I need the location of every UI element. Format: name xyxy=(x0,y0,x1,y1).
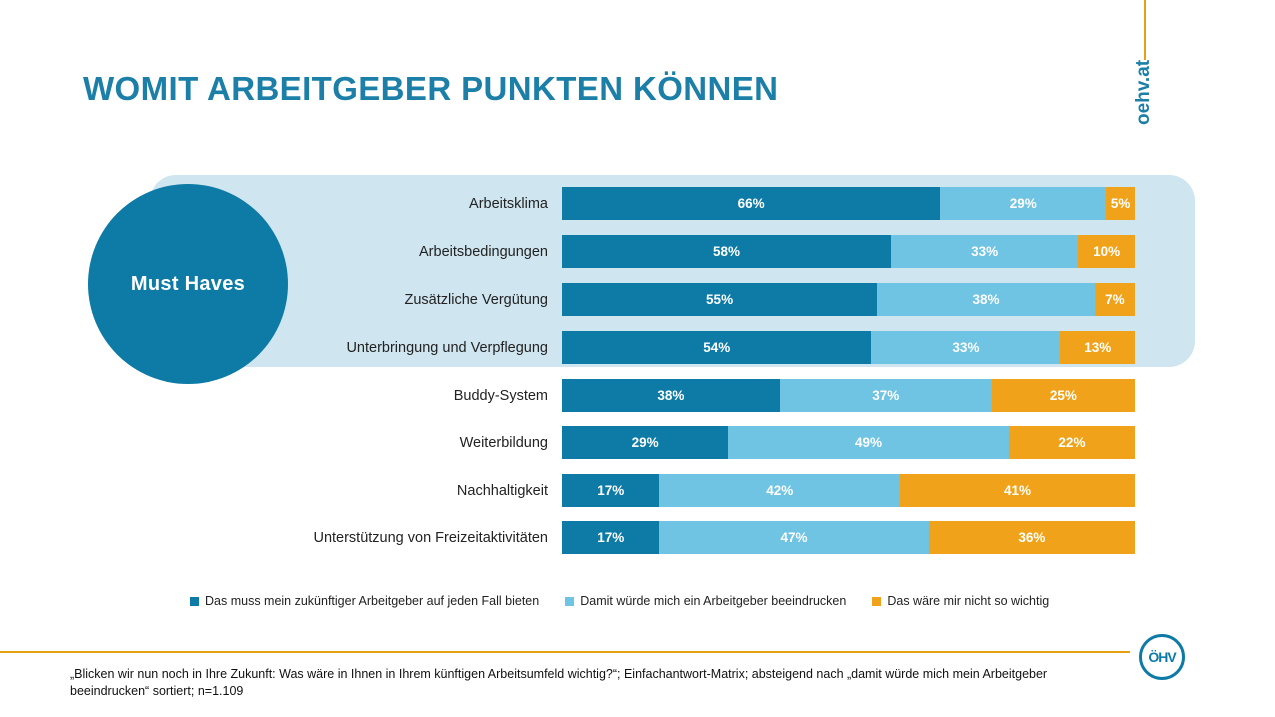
bar-segment xyxy=(992,379,1135,412)
bar-segment xyxy=(562,283,877,316)
category-label: Unterstützung von Freizeitaktivitäten xyxy=(313,529,548,546)
bar-segment xyxy=(891,235,1078,268)
bar-segment xyxy=(562,379,780,412)
chart-row xyxy=(290,474,1135,507)
bar-track xyxy=(562,474,1135,507)
logo-text: ÖHV xyxy=(1148,649,1176,665)
bar-segment xyxy=(562,187,940,220)
bar-value-label: 33% xyxy=(952,340,980,355)
category-label: Arbeitsklima xyxy=(469,195,548,212)
bar-value-label: 22% xyxy=(1058,435,1086,450)
bar-track xyxy=(562,426,1135,459)
bar-value-label: 42% xyxy=(766,483,794,498)
legend-swatch-icon xyxy=(190,597,199,606)
bar-segment xyxy=(877,283,1095,316)
bar-value-label: 25% xyxy=(1049,388,1077,403)
chart-row xyxy=(290,283,1135,316)
bar-value-label: 29% xyxy=(1009,196,1037,211)
oehv-logo xyxy=(1139,634,1185,680)
bar-value-label: 58% xyxy=(713,244,741,259)
chart-row xyxy=(290,379,1135,412)
chart-legend xyxy=(190,594,1049,608)
bar-segment xyxy=(900,474,1135,507)
bar-segment xyxy=(871,331,1060,364)
category-label: Arbeitsbedingungen xyxy=(419,243,548,260)
chart-row xyxy=(290,521,1135,554)
bar-segment xyxy=(780,379,992,412)
bar-value-label: 37% xyxy=(872,388,900,403)
bar-value-label: 29% xyxy=(631,435,659,450)
bar-track xyxy=(562,331,1135,364)
bar-segment xyxy=(562,474,659,507)
bar-track xyxy=(562,521,1135,554)
bar-value-label: 33% xyxy=(971,244,999,259)
legend-label-series1: Damit würde mich ein Arbeitgeber beeindrucken xyxy=(580,594,847,608)
bar-value-label: 5% xyxy=(1110,196,1131,211)
bar-segment xyxy=(728,426,1009,459)
bar-track xyxy=(562,187,1135,220)
chart-row xyxy=(290,187,1135,220)
bar-segment xyxy=(1009,426,1135,459)
bar-value-label: 38% xyxy=(972,292,1000,307)
bar-segment xyxy=(659,474,900,507)
bar-segment xyxy=(1060,331,1134,364)
bar-track xyxy=(562,379,1135,412)
bar-value-label: 13% xyxy=(1084,340,1112,355)
legend-swatch-icon xyxy=(565,597,574,606)
bar-value-label: 41% xyxy=(1004,483,1032,498)
legend-label-series2: Das wäre mir nicht so wichtig xyxy=(887,594,1050,608)
chart-row xyxy=(290,331,1135,364)
category-label: Nachhaltigkeit xyxy=(456,482,548,499)
bar-segment xyxy=(929,521,1135,554)
legend-item-series1 xyxy=(565,594,846,608)
bar-segment xyxy=(1106,187,1135,220)
page-title: WOMIT ARBEITGEBER PUNKTEN KÖNNEN xyxy=(83,70,779,107)
bar-segment xyxy=(562,235,891,268)
bar-segment xyxy=(659,521,928,554)
chart-row xyxy=(290,235,1135,268)
legend-label-series0: Das muss mein zukünftiger Arbeitgeber auf jeden Fall bieten xyxy=(205,594,540,608)
bar-track xyxy=(562,283,1135,316)
bar-segment xyxy=(1078,235,1135,268)
bar-value-label: 10% xyxy=(1093,244,1121,259)
bar-value-label: 36% xyxy=(1018,530,1046,545)
bar-segment xyxy=(562,521,659,554)
bar-segment xyxy=(1095,283,1135,316)
category-label: Buddy-System xyxy=(453,387,548,404)
must-haves-label: Must Haves xyxy=(130,272,246,295)
bar-segment xyxy=(562,426,728,459)
category-label: Unterbringung und Verpflegung xyxy=(346,339,548,356)
brand-vertical-text: oehv.at xyxy=(1133,59,1154,125)
bar-value-label: 47% xyxy=(780,530,808,545)
bar-value-label: 7% xyxy=(1105,292,1125,307)
bar-value-label: 55% xyxy=(706,292,734,307)
bar-segment xyxy=(562,331,871,364)
bar-value-label: 66% xyxy=(737,196,765,211)
footer-divider xyxy=(0,651,1130,653)
bar-track xyxy=(562,235,1135,268)
footnote: „Blicken wir nun noch in Ihre Zukunft: Was wäre in Ihnen in Ihrem künftigen Arbeitsumfeld wichtig?“; Einfachantwort-Matrix; absteigend nach „damit würde mich mein Arbeitgeber beeindrucken“ sortiert; n=1.109 xyxy=(70,667,1048,698)
legend-item-series2 xyxy=(872,594,1049,608)
bar-value-label: 38% xyxy=(657,388,685,403)
bar-value-label: 17% xyxy=(597,483,625,498)
legend-item-series0 xyxy=(190,594,539,608)
legend-swatch-icon xyxy=(872,597,881,606)
category-label: Weiterbildung xyxy=(459,434,548,451)
bar-segment xyxy=(940,187,1106,220)
chart-row xyxy=(290,426,1135,459)
category-label: Zusätzliche Vergütung xyxy=(404,291,548,308)
bar-value-label: 17% xyxy=(597,530,625,545)
bar-value-label: 54% xyxy=(703,340,731,355)
bar-value-label: 49% xyxy=(855,435,883,450)
